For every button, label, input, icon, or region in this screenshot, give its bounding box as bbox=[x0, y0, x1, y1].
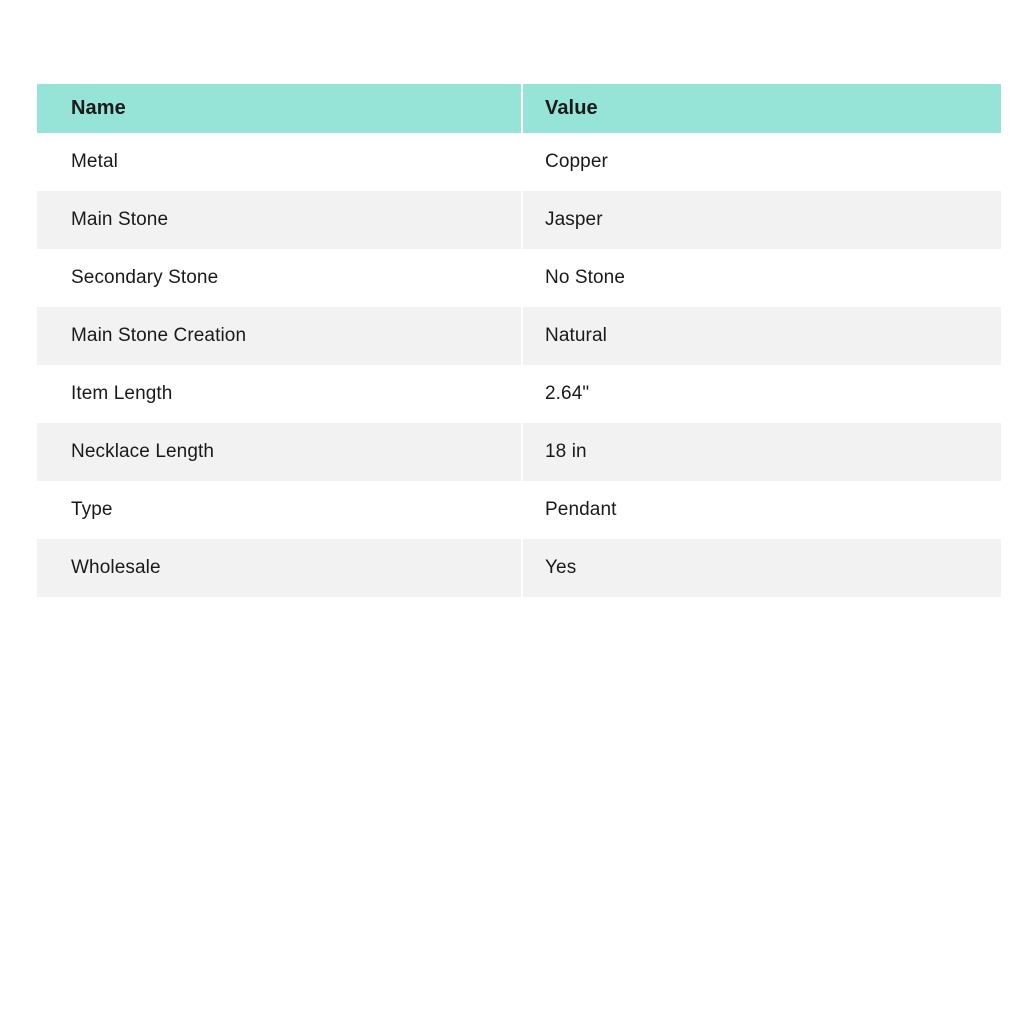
table-row bbox=[37, 423, 1001, 481]
attribute-name-cell: Secondary Stone bbox=[37, 249, 523, 307]
table-row bbox=[37, 365, 1001, 423]
table-header-row bbox=[37, 84, 1001, 133]
attribute-value-cell: 18 in bbox=[545, 441, 587, 462]
attribute-name-cell: Wholesale bbox=[37, 539, 523, 597]
header-name: Name bbox=[37, 84, 523, 133]
table-row bbox=[37, 191, 1001, 249]
attribute-name-cell: Type bbox=[37, 481, 523, 539]
attribute-name-cell: Main Stone bbox=[37, 191, 523, 249]
attribute-name-cell: Main Stone Creation bbox=[37, 307, 523, 365]
table-row bbox=[37, 307, 1001, 365]
table-row bbox=[37, 249, 1001, 307]
attribute-value-cell: Natural bbox=[545, 325, 607, 346]
table-row bbox=[37, 481, 1001, 539]
attribute-value-cell: No Stone bbox=[545, 267, 626, 288]
product-attributes-table bbox=[37, 84, 1001, 597]
attribute-value-cell: Yes bbox=[545, 557, 577, 578]
table-row bbox=[37, 133, 1001, 191]
attribute-value-cell: 2.64" bbox=[545, 383, 590, 404]
attribute-value-cell: Copper bbox=[545, 151, 608, 172]
header-value: Value bbox=[545, 97, 598, 119]
attribute-value-cell: Jasper bbox=[545, 209, 603, 230]
attribute-value-cell: Pendant bbox=[545, 499, 617, 520]
table-row bbox=[37, 539, 1001, 597]
attribute-name-cell: Necklace Length bbox=[37, 423, 523, 481]
attribute-name-cell: Item Length bbox=[37, 365, 523, 423]
attribute-name-cell: Metal bbox=[37, 133, 523, 191]
